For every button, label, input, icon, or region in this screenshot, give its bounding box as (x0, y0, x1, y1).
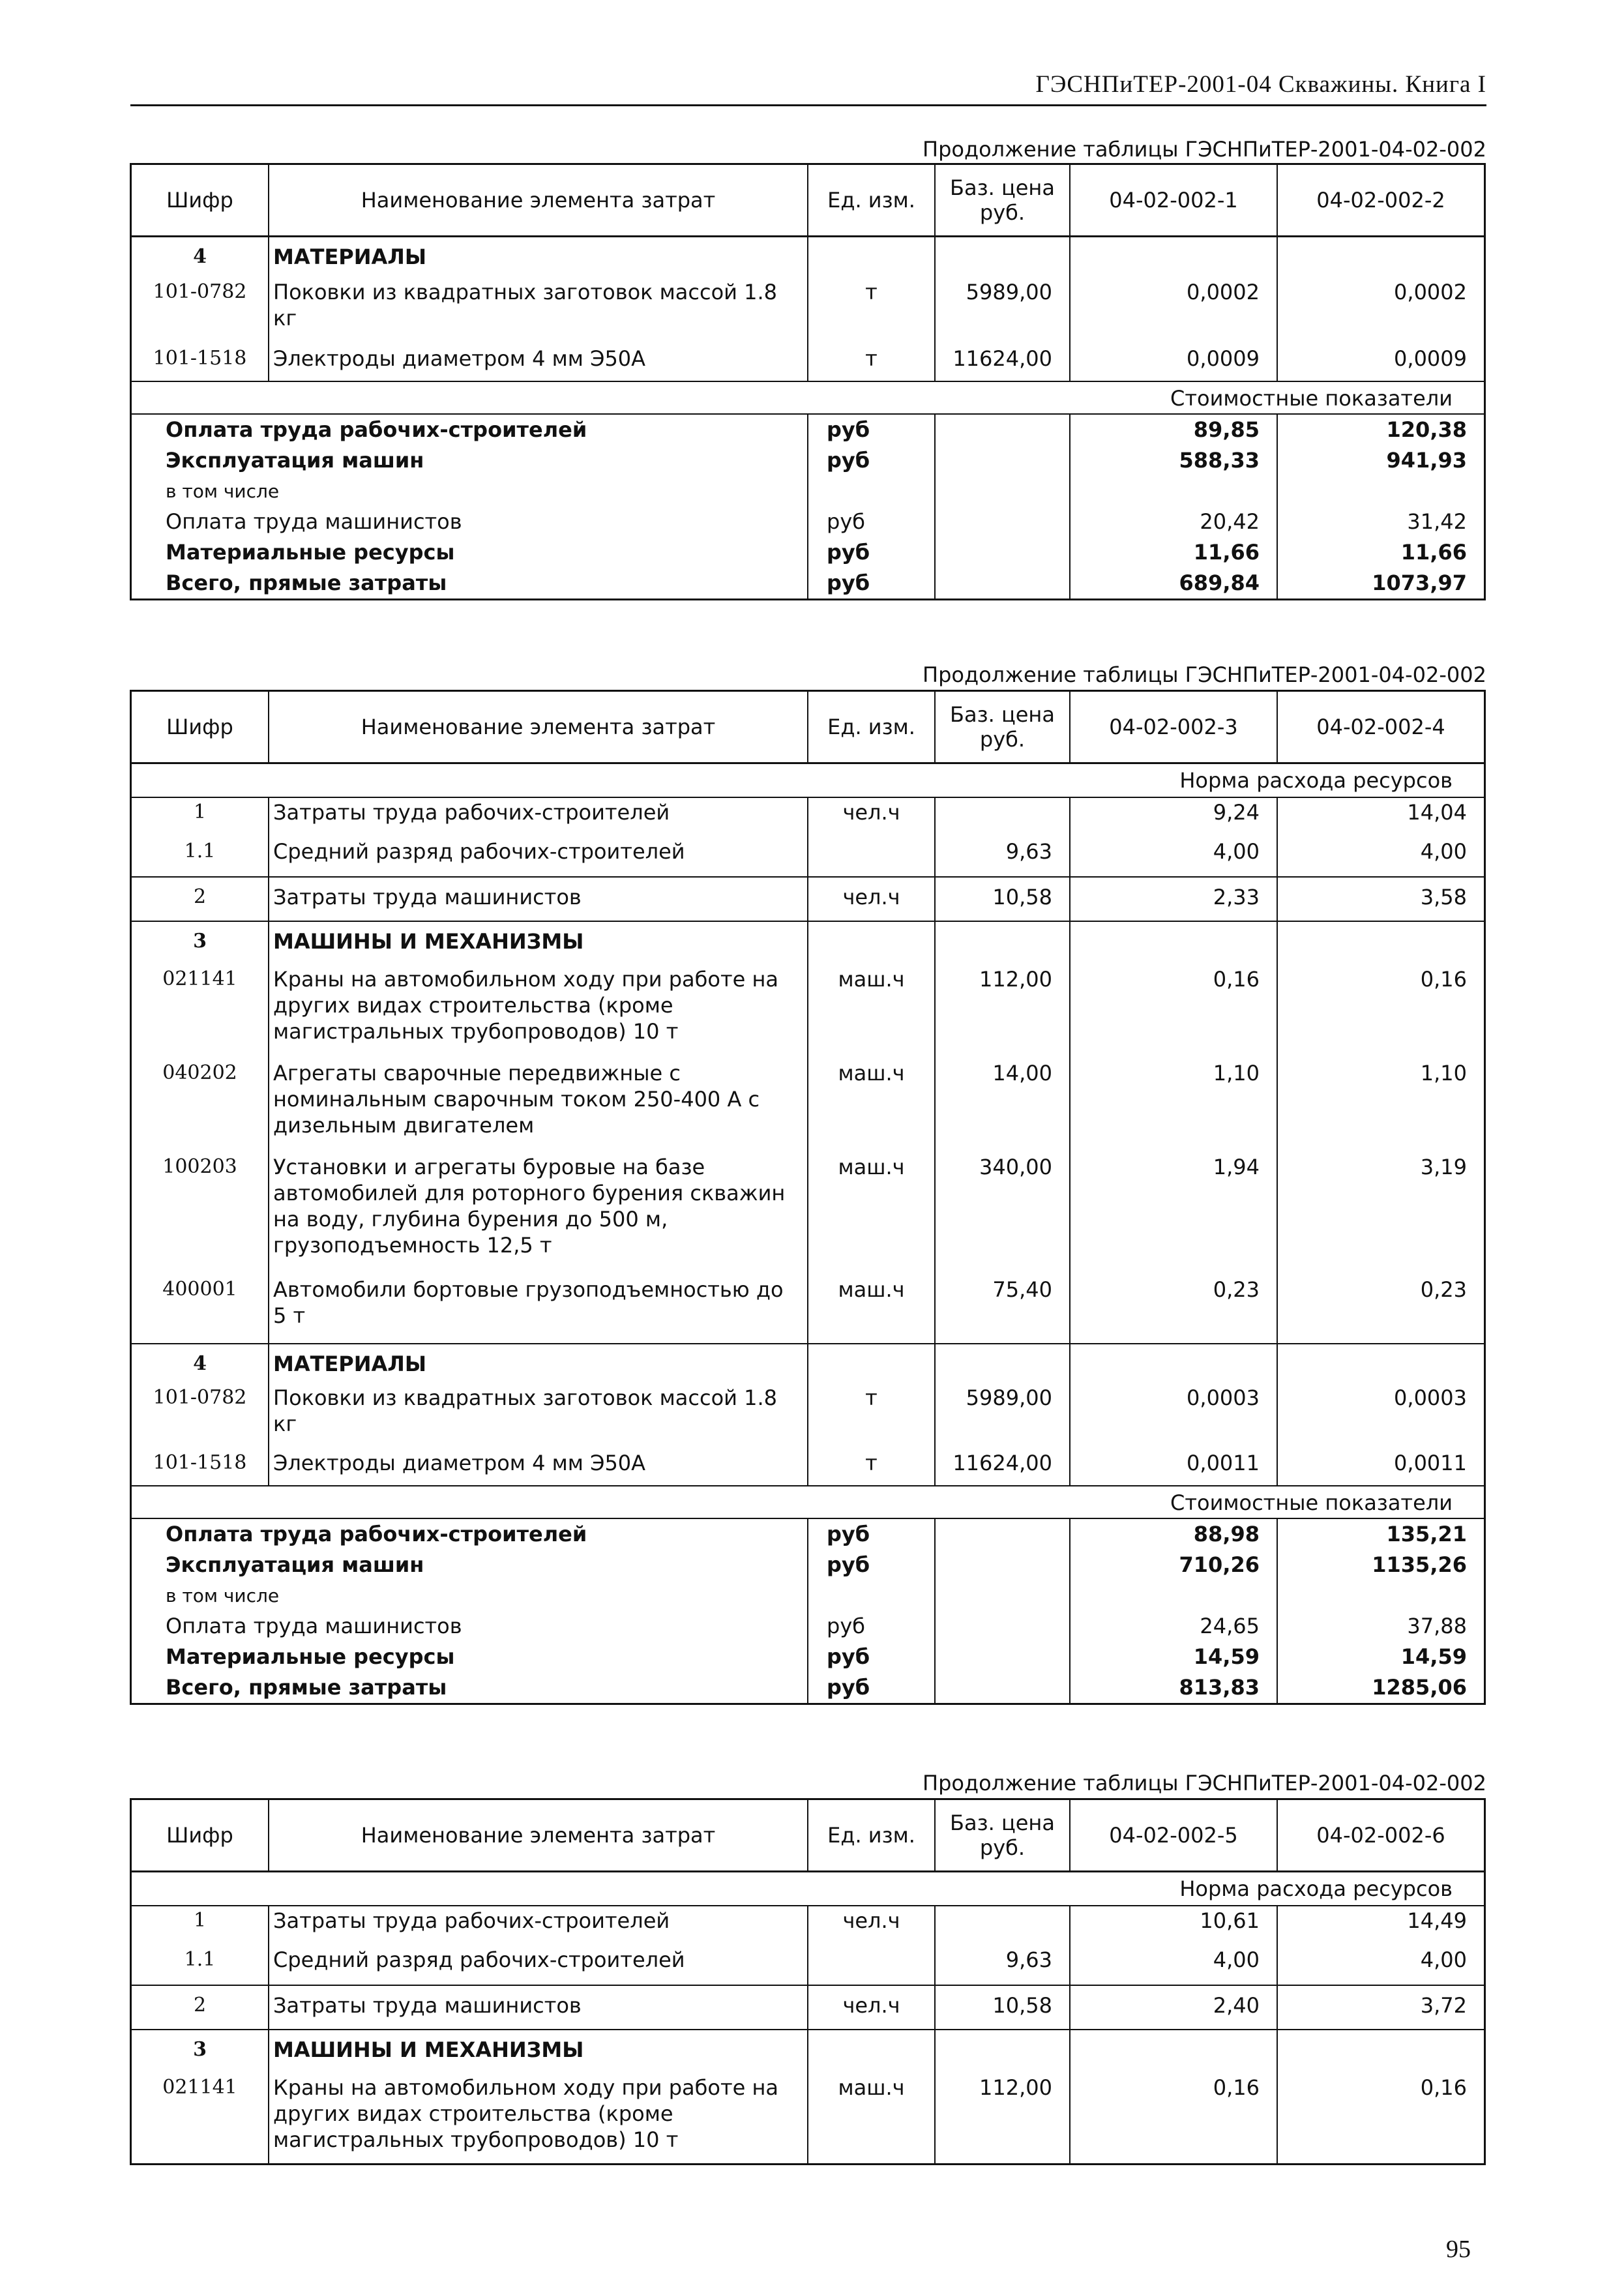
row-code: 1.1 (132, 1945, 269, 1985)
running-header (130, 70, 1486, 106)
row-price: 75,40 (936, 1275, 1070, 1343)
row-norm-a: 0,16 (1070, 965, 1278, 1059)
summary-label: Материальные ресурсы (132, 537, 808, 568)
summary-label: Оплата труда машинистов (132, 507, 808, 537)
row-unit: маш.ч (808, 965, 936, 1059)
row-unit (808, 1945, 936, 1985)
row-name: Поковки из квадратных заготовок массой 1.8 кг (269, 278, 808, 344)
col-header-norm-b: 04-02-002-4 (1316, 715, 1445, 739)
summary-unit: руб (808, 445, 936, 476)
summary-value-a: 588,33 (1070, 445, 1278, 476)
section-row-materials (132, 1343, 1484, 1383)
col-header-name: Наименование элемента затрат (269, 692, 808, 762)
row-norm-b: 14,04 (1407, 800, 1467, 825)
row-norm-b: 3,58 (1420, 885, 1467, 909)
summary-value-a: 89,85 (1070, 415, 1278, 445)
col-header-code: Шифр (132, 165, 269, 235)
resource-norm-band: Норма расхода ресурсов (132, 764, 1484, 798)
summary-label: Всего, прямые затраты (132, 568, 808, 599)
summary-row (132, 537, 1484, 568)
summary-label: Оплата труда машинистов (132, 1611, 808, 1642)
summary-row (132, 476, 1484, 507)
summary-label: в том числе (132, 1580, 808, 1611)
row-norm-a: 1,10 (1070, 1059, 1278, 1153)
table-row (132, 1059, 1484, 1153)
row-name: Установки и агрегаты буровые на базе автомобилей для роторного бурения скважин на воду, глубина бурения до 500 м, грузоподъемность 12,5 т (269, 1153, 808, 1275)
row-code: 101-1518 (132, 344, 269, 381)
norms-table-1 (130, 163, 1486, 600)
row-norm-a: 10,61 (1070, 1906, 1278, 1945)
row-price: 9,63 (936, 1945, 1070, 1985)
row-price: 14,00 (936, 1059, 1070, 1153)
summary-row (132, 415, 1484, 445)
row-unit: маш.ч (808, 2073, 936, 2163)
summary-row (132, 1580, 1484, 1611)
summary-label: Материальные ресурсы (132, 1642, 808, 1672)
col-header-code: Шифр (132, 1800, 269, 1870)
summary-value-a (1070, 1580, 1278, 1611)
row-name: Агрегаты сварочные передвижные с номинальным сварочным током 250-400 А с дизельным двигателем (269, 1059, 808, 1153)
row-norm-a: 0,16 (1070, 2073, 1278, 2163)
row-norm-b: 3,72 (1420, 1993, 1467, 2018)
row-name: Затраты труда машинистов (269, 878, 808, 921)
summary-row-total (132, 1672, 1484, 1703)
row-norm-b: 0,16 (1420, 967, 1467, 992)
summary-value-a: 689,84 (1070, 568, 1278, 599)
row-norm-b: 1,10 (1420, 1061, 1467, 1086)
col-header-name: Наименование элемента затрат (269, 165, 808, 235)
col-header-unit: Ед. изм. (808, 692, 936, 762)
summary-unit: руб (808, 1672, 936, 1703)
table-row (132, 1449, 1484, 1485)
summary-label: Всего, прямые затраты (132, 1672, 808, 1703)
row-code: 101-0782 (132, 1383, 269, 1449)
table-row (132, 837, 1484, 876)
row-norm-b: 0,0002 (1394, 280, 1467, 304)
table-row (132, 1985, 1484, 2029)
col-header-norm-a: 04-02-002-3 (1070, 692, 1278, 762)
resource-norm-band: Норма расхода ресурсов (132, 1872, 1484, 1906)
col-header-norm-a: 04-02-002-5 (1070, 1800, 1278, 1870)
row-code: 040202 (132, 1059, 269, 1153)
row-code: 400001 (132, 1275, 269, 1343)
row-price (936, 1906, 1070, 1945)
row-price: 9,63 (936, 837, 1070, 876)
row-code: 2 (132, 1986, 269, 2029)
row-name: Затраты труда рабочих-строителей (269, 1906, 808, 1945)
row-norm-a: 1,94 (1070, 1153, 1278, 1275)
summary-value-b (1278, 476, 1484, 507)
table-header-row (132, 692, 1484, 764)
summary-value-b: 1073,97 (1372, 570, 1467, 595)
summary-unit: руб (808, 507, 936, 537)
summary-value-a (1070, 476, 1278, 507)
row-price: 5989,00 (936, 1383, 1070, 1449)
row-code: 021141 (132, 965, 269, 1059)
row-norm-b: 0,0003 (1394, 1385, 1467, 1410)
summary-unit: руб (808, 1611, 936, 1642)
row-norm-b: 4,00 (1420, 839, 1467, 864)
table-continuation-caption: Продолжение таблицы ГЭСНПиТЕР-2001-04-02-002 (923, 662, 1486, 687)
summary-unit (808, 1580, 936, 1611)
cost-indicators-band: Стоимостные показатели (132, 1485, 1484, 1519)
col-header-norm-a: 04-02-002-1 (1070, 165, 1278, 235)
row-price: 340,00 (936, 1153, 1070, 1275)
summary-unit: руб (808, 1642, 936, 1672)
section-title: МАТЕРИАЛЫ (269, 237, 808, 278)
table-row (132, 1383, 1484, 1449)
summary-value-a: 14,59 (1070, 1642, 1278, 1672)
summary-value-a: 11,66 (1070, 537, 1278, 568)
row-unit: т (808, 1383, 936, 1449)
summary-value-b: 37,88 (1407, 1614, 1467, 1638)
row-code: 2 (132, 878, 269, 921)
table-row (132, 344, 1484, 381)
row-norm-b: 0,0011 (1394, 1451, 1467, 1475)
row-code: 021141 (132, 2073, 269, 2163)
col-header-norm-b: 04-02-002-2 (1316, 188, 1445, 213)
table-row (132, 1906, 1484, 1945)
row-norm-a: 4,00 (1070, 1945, 1278, 1985)
summary-row (132, 507, 1484, 537)
table-row (132, 965, 1484, 1059)
row-name: Краны на автомобильном ходу при работе на других видах строительства (кроме магистральных трубопроводов) 10 т (269, 965, 808, 1059)
table-row (132, 278, 1484, 344)
table-continuation-caption: Продолжение таблицы ГЭСНПиТЕР-2001-04-02-002 (923, 137, 1486, 162)
row-price: 10,58 (936, 1986, 1070, 2029)
table-row (132, 1153, 1484, 1275)
row-norm-b: 4,00 (1420, 1947, 1467, 1972)
row-name: Затраты труда машинистов (269, 1986, 808, 2029)
row-price: 5989,00 (936, 278, 1070, 344)
section-row-machines (132, 2029, 1484, 2073)
row-norm-a: 0,0002 (1070, 278, 1278, 344)
row-norm-b: 14,49 (1407, 1908, 1467, 1933)
row-code: 1 (132, 798, 269, 837)
row-name: Электроды диаметром 4 мм Э50А (269, 344, 808, 381)
row-norm-b: 0,23 (1420, 1277, 1467, 1302)
row-norm-a: 0,0003 (1070, 1383, 1278, 1449)
summary-value-b: 1285,06 (1372, 1675, 1467, 1700)
row-price: 11624,00 (936, 1449, 1070, 1485)
summary-value-a: 20,42 (1070, 507, 1278, 537)
table-row (132, 1275, 1484, 1343)
summary-value-b: 31,42 (1407, 509, 1467, 534)
col-header-norm-b: 04-02-002-6 (1316, 1823, 1445, 1848)
row-name: Средний разряд рабочих-строителей (269, 837, 808, 876)
row-unit: чел.ч (808, 1986, 936, 2029)
header-title: ГЭСНПиТЕР-2001-04 Скважины. Книга I (1035, 71, 1486, 98)
row-unit: чел.ч (808, 798, 936, 837)
table-row (132, 798, 1484, 837)
col-header-name: Наименование элемента затрат (269, 1800, 808, 1870)
row-name: Электроды диаметром 4 мм Э50А (269, 1449, 808, 1485)
summary-row (132, 1611, 1484, 1642)
table-row (132, 876, 1484, 921)
row-name: Краны на автомобильном ходу при работе на других видах строительства (кроме магистральных трубопроводов) 10 т (269, 2073, 808, 2163)
summary-label: Оплата труда рабочих-строителей (132, 415, 808, 445)
section-row-materials (132, 237, 1484, 278)
summary-unit: руб (808, 537, 936, 568)
summary-value-b: 1135,26 (1372, 1552, 1467, 1577)
row-norm-b: 0,16 (1420, 2075, 1467, 2100)
table-row (132, 2073, 1484, 2163)
summary-unit: руб (808, 568, 936, 599)
row-norm-a: 9,24 (1070, 798, 1278, 837)
summary-row (132, 1519, 1484, 1550)
table-header-row (132, 1800, 1484, 1872)
row-name: Средний разряд рабочих-строителей (269, 1945, 808, 1985)
row-price (936, 798, 1070, 837)
row-name: Поковки из квадратных заготовок массой 1.8 кг (269, 1383, 808, 1449)
row-code: 101-0782 (132, 278, 269, 344)
table-row (132, 1945, 1484, 1985)
row-unit: т (808, 1449, 936, 1485)
col-header-price: Баз. цена руб. (936, 1800, 1070, 1870)
col-header-price: Баз. цена руб. (936, 165, 1070, 235)
row-unit: маш.ч (808, 1153, 936, 1275)
norms-table-3 (130, 1798, 1486, 2165)
summary-label: Эксплуатация машин (132, 1550, 808, 1580)
row-code: 1 (132, 1906, 269, 1945)
row-code: 100203 (132, 1153, 269, 1275)
table-continuation-caption: Продолжение таблицы ГЭСНПиТЕР-2001-04-02-002 (923, 1771, 1486, 1796)
row-price: 10,58 (936, 878, 1070, 921)
col-header-unit: Ед. изм. (808, 165, 936, 235)
row-unit: чел.ч (808, 1906, 936, 1945)
row-name: Автомобили бортовые грузоподъемностью до 5 т (269, 1275, 808, 1343)
row-norm-a: 2,40 (1070, 1986, 1278, 2029)
row-price: 11624,00 (936, 344, 1070, 381)
section-title: МАШИНЫ И МЕХАНИЗМЫ (269, 2030, 808, 2073)
summary-value-b: 11,66 (1400, 540, 1467, 565)
section-code: 3 (132, 2030, 269, 2073)
section-code: 4 (132, 237, 269, 278)
row-price: 112,00 (936, 2073, 1070, 2163)
row-norm-b: 0,0009 (1394, 346, 1467, 371)
section-title: МАШИНЫ И МЕХАНИЗМЫ (269, 922, 808, 965)
summary-label: Эксплуатация машин (132, 445, 808, 476)
summary-value-a: 710,26 (1070, 1550, 1278, 1580)
row-unit: чел.ч (808, 878, 936, 921)
section-row-machines (132, 921, 1484, 965)
summary-unit: руб (808, 415, 936, 445)
summary-row (132, 1550, 1484, 1580)
summary-value-b: 941,93 (1386, 448, 1467, 473)
summary-label: Оплата труда рабочих-строителей (132, 1519, 808, 1550)
row-norm-b: 3,19 (1420, 1155, 1467, 1179)
summary-value-a: 88,98 (1070, 1519, 1278, 1550)
row-unit: маш.ч (808, 1275, 936, 1343)
row-code: 1.1 (132, 837, 269, 876)
summary-value-a: 24,65 (1070, 1611, 1278, 1642)
section-code: 3 (132, 922, 269, 965)
summary-value-b: 135,21 (1386, 1522, 1467, 1546)
summary-value-b (1278, 1580, 1484, 1611)
row-unit: т (808, 344, 936, 381)
summary-unit: руб (808, 1519, 936, 1550)
row-price: 112,00 (936, 965, 1070, 1059)
row-norm-a: 0,0009 (1070, 344, 1278, 381)
row-unit: т (808, 278, 936, 344)
page-number: 95 (1446, 2236, 1471, 2263)
summary-value-b: 14,59 (1400, 1644, 1467, 1669)
summary-label: в том числе (132, 476, 808, 507)
row-norm-a: 4,00 (1070, 837, 1278, 876)
row-unit: маш.ч (808, 1059, 936, 1153)
row-norm-a: 0,23 (1070, 1275, 1278, 1343)
col-header-price: Баз. цена руб. (936, 692, 1070, 762)
section-code: 4 (132, 1344, 269, 1383)
summary-row (132, 445, 1484, 476)
row-unit (808, 837, 936, 876)
summary-value-a: 813,83 (1070, 1672, 1278, 1703)
row-name: Затраты труда рабочих-строителей (269, 798, 808, 837)
summary-row (132, 1642, 1484, 1672)
row-norm-a: 2,33 (1070, 878, 1278, 921)
row-norm-a: 0,0011 (1070, 1449, 1278, 1485)
summary-value-b: 120,38 (1386, 417, 1467, 442)
row-code: 101-1518 (132, 1449, 269, 1485)
summary-unit (808, 476, 936, 507)
col-header-unit: Ед. изм. (808, 1800, 936, 1870)
norms-table-2 (130, 690, 1486, 1705)
summary-unit: руб (808, 1550, 936, 1580)
section-title: МАТЕРИАЛЫ (269, 1344, 808, 1383)
table-header-row (132, 165, 1484, 237)
col-header-code: Шифр (132, 692, 269, 762)
cost-indicators-band: Стоимостные показатели (132, 381, 1484, 415)
summary-row-total (132, 568, 1484, 599)
